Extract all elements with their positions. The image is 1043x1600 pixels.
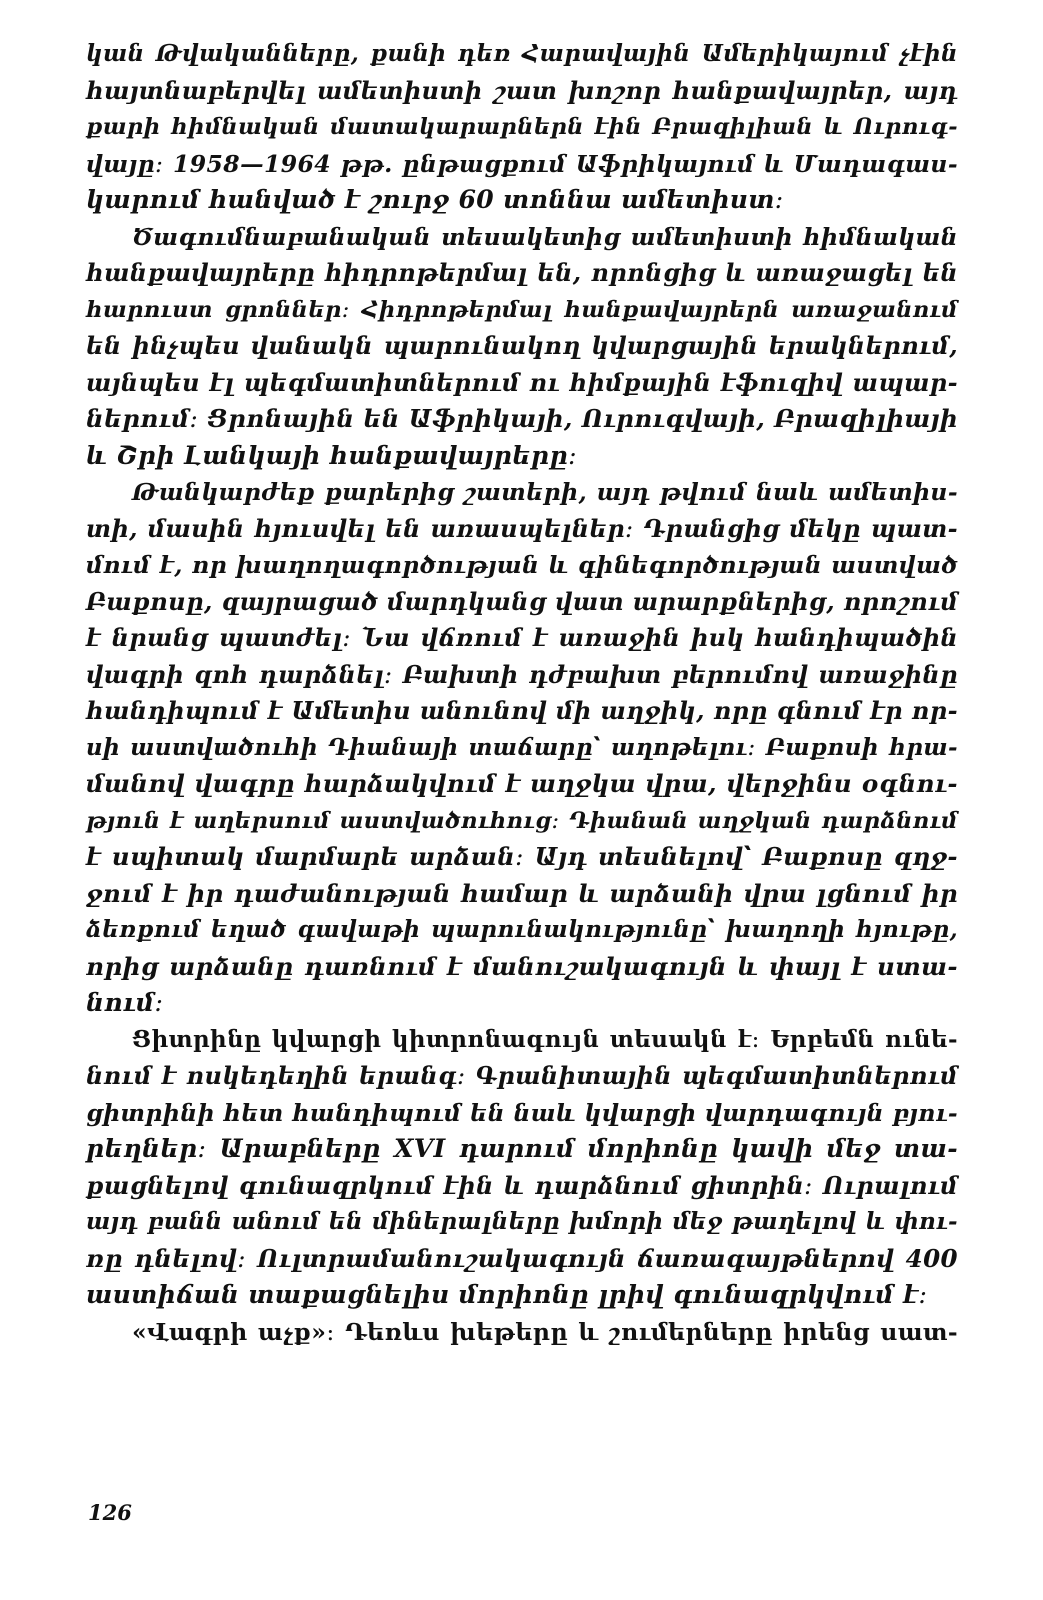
text-line: աստիճան տաքացնելիս մորիոնը լրիվ գունազրկվում է։ [86, 1280, 928, 1309]
text-line: ներում։ Ցրոնային են Աֆրիկայի, Ուրուգվայի, Բրազիլիայի [86, 404, 958, 433]
text-line: րեղներ։ Արաբները XVI դարում մորիոնը կավի մեջ տա- [86, 1134, 958, 1163]
paragraph-start-line: Թանկարժեք քարերից շատերի, այդ թվում նաև ամետիս- [132, 478, 958, 506]
text-line: տի, մասին հյուսվել են առասպելներ։ Դրանցից մեկը պատ- [86, 513, 958, 543]
text-line: նում։ [86, 988, 164, 1017]
text-line: Բաքոսը, զայրացած մարդկանց վատ արարքներից, որոշում [86, 586, 959, 616]
text-line: կարում հանված է շուրջ 60 տոննա ամետիստ։ [86, 185, 784, 214]
text-line: կան Թվականները, քանի դեռ Հարավային Ամերիկայում չէին [86, 40, 958, 67]
text-line: որից արձանը դառնում է մանուշակագույն և փայլ է ստա- [86, 951, 958, 981]
text-line: մանով վագրը հարձակվում է աղջկա վրա, վերջինս օգնու- [86, 769, 958, 798]
text-line: այդ բանն անում են միներալները խմորի մեջ թաղելով և փու- [86, 1208, 958, 1235]
text-line: այնպես էլ պեգմատիտներում ու հիմքային էֆուզիվ ապար- [86, 367, 958, 397]
text-line: հանքավայրերը հիդրոթերմալ են, որոնցից և առաջացել են [86, 258, 958, 287]
text-line: հարուստ ցրոններ։ Հիդրոթերմալ հանքավայրերն առաջանում [86, 296, 958, 323]
text-line: ջում է իր դաժանության համար և արձանի վրա լցնում իր [86, 878, 958, 908]
text-line: քացնելով գունազրկում էին և դարձնում ցիտրին։ Ուրալում [86, 1170, 958, 1200]
text-line: վագրի զոհ դարձնել։ Բախտի դժբախտ բերումով առաջինը [86, 659, 958, 689]
text-line: քարի հիմնական մատակարարներն էին Բրազիլիան և Ուրուգ- [86, 114, 958, 140]
text-line: սի աստվածուհի Դիանայի տաճարը՝ աղոթելու։ Բաքոսի հրա- [86, 733, 958, 761]
text-line: հանդիպում է Ամետիս անունով մի աղջիկ, որը գնում էր որ- [86, 696, 958, 725]
text-line: ձեռքում եղած գավաթի պարունակությունը՝ խաղողի հյութը, [86, 916, 958, 943]
text-line: է նրանց պատժել։ Նա վճռում է առաջին իսկ հանդիպածին [86, 623, 958, 652]
paragraph-start-line: Ցիտրինը կվարցի կիտրոնագույն տեսակն է։ Երբեմն ունե- [132, 1025, 958, 1053]
paragraph-start-line: Ծագումնաբանական տեսակետից ամետիստի հիմնական [132, 222, 958, 251]
text-line: են ինչպես վանակն պարունակող կվարցային երակներում, [86, 331, 958, 360]
text-line: է սպիտակ մարմարե արձան։ Այդ տեսնելով՝ Բաքոսը զղջ- [86, 842, 958, 871]
body-text [86, 36, 958, 1350]
text-line: ռը դնելով։ Ուլտրամանուշակագույն ճառագայթներով 400 [86, 1243, 958, 1273]
text-line: նում է ոսկեդեղին երանգ։ Գրանիտային պեգմատիտներում [86, 1061, 958, 1090]
text-line: և Շրի Լանկայի հանքավայրերը։ [86, 440, 577, 470]
paragraph-start-line: «Վագրի աչք»։ Դեռևս խեթերը և շումերները իրենց սատ- [132, 1317, 958, 1346]
text-line: մում է, որ խաղողագործության և գինեգործության աստված [86, 551, 958, 579]
text-line: հայտնաբերվել ամետիստի շատ խոշոր հանքավայրեր, այդ [86, 75, 958, 105]
text-line: թյուն է աղերսում աստվածուհուց։ Դիանան աղջկան դարձնում [86, 807, 958, 834]
page-number: 126 [88, 1500, 132, 1525]
text-line: վայը։ 1958—1964 թթ. ընթացքում Աֆրիկայում և Մադագաս- [86, 149, 958, 178]
text-line: ցիտրինի հետ հանդիպում են նաև կվարցի վարդագույն բյու- [86, 1098, 958, 1127]
